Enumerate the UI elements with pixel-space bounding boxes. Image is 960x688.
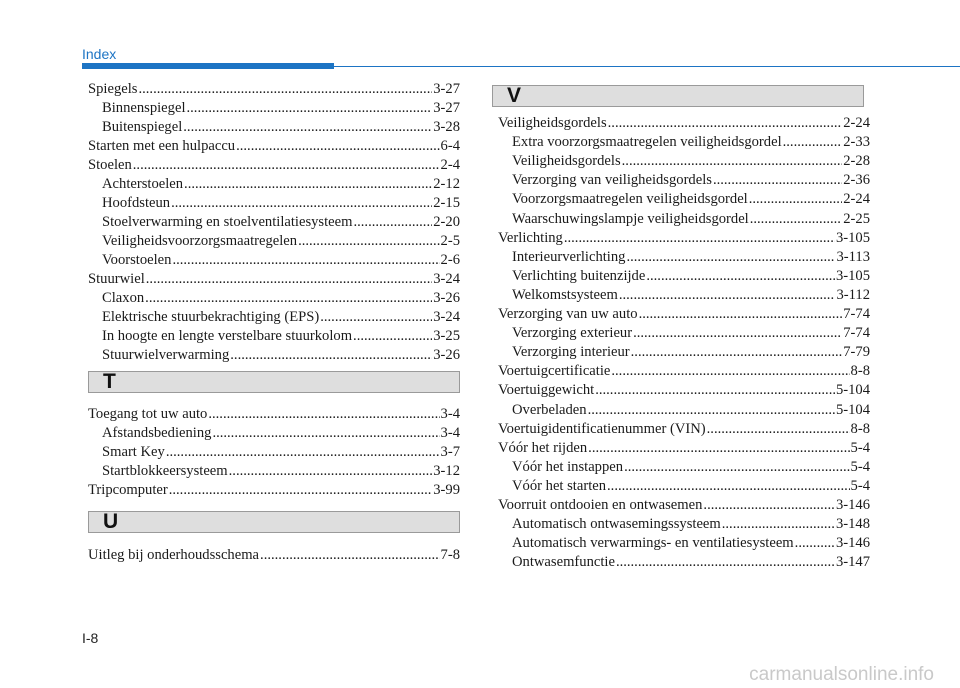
- dot-leader: [633, 324, 842, 343]
- index-subentry: [498, 324, 870, 343]
- index-subentry: [498, 477, 870, 496]
- dot-leader: [146, 270, 432, 289]
- dot-leader: [707, 420, 850, 439]
- index-entry: [88, 481, 460, 500]
- entry-page: 3-7: [440, 444, 460, 460]
- section-u-letter: U: [103, 510, 119, 533]
- entry-text: Verlichting buitenzijde: [512, 267, 646, 284]
- dot-leader: [353, 327, 432, 346]
- entry-text: Welkomstsysteem: [512, 286, 618, 303]
- index-subentry: [498, 190, 870, 209]
- section-v-header: [492, 85, 864, 107]
- dot-leader: [184, 175, 432, 194]
- entry-page: 3-146: [835, 535, 870, 552]
- index-subentry: [88, 308, 460, 327]
- index-entry: [88, 156, 460, 175]
- dot-leader: [320, 308, 432, 327]
- index-entry: [88, 137, 460, 156]
- header-accent-bar: [82, 63, 334, 69]
- dot-leader: [795, 534, 835, 553]
- entry-text: Vóór het starten: [512, 477, 607, 494]
- entry-page: 2-33: [843, 134, 870, 151]
- index-subentry: [88, 232, 460, 251]
- section-t-letter: T: [103, 370, 116, 393]
- entry-text: Tripcomputer: [88, 482, 168, 498]
- dot-leader: [622, 152, 843, 171]
- dot-leader: [172, 251, 439, 270]
- entry-text: Veiligheidsvoorzorgsmaatregelen: [102, 233, 298, 249]
- index-subentry: [88, 346, 460, 365]
- entry-page: 8-8: [850, 420, 870, 437]
- dot-leader: [595, 381, 835, 400]
- entry-text: Ontwasemfunctie: [512, 554, 615, 571]
- entry-page: 3-147: [835, 554, 870, 571]
- entry-page: 3-4: [440, 406, 460, 422]
- entry-page: 3-28: [433, 119, 460, 135]
- index-subentry: [498, 267, 870, 286]
- entry-page: 3-26: [433, 347, 460, 363]
- entry-text: Verlichting: [498, 229, 563, 246]
- entry-page: 7-74: [843, 325, 870, 342]
- dot-leader: [564, 229, 835, 248]
- section-u-header: [88, 511, 460, 533]
- entry-text: Veiligheidsgordels: [498, 115, 607, 131]
- dot-leader: [626, 248, 835, 267]
- entry-text: Stoelen: [88, 157, 132, 173]
- entry-page: 8-8: [850, 363, 870, 380]
- dot-leader: [260, 546, 439, 565]
- dot-leader: [783, 133, 843, 152]
- dot-leader: [169, 481, 433, 500]
- entry-page: 2-25: [843, 210, 870, 227]
- index-subentry: [498, 534, 870, 553]
- entry-page: 5-4: [850, 439, 870, 456]
- entry-text: Voorzorgsmaatregelen veiligheidsgordel: [512, 191, 748, 208]
- entry-page: 2-24: [843, 191, 870, 208]
- index-entry: [88, 546, 460, 565]
- index-subentry: [88, 443, 460, 462]
- dot-leader: [588, 439, 849, 458]
- entry-text: Voertuigidentificatienummer (VIN): [498, 420, 706, 437]
- entry-text: Automatisch verwarmings- en ventilatiesysteem: [512, 535, 794, 552]
- dot-leader: [298, 232, 439, 251]
- entry-page: 3-26: [433, 290, 460, 306]
- index-subentry: [88, 289, 460, 308]
- index-subentry: [88, 462, 460, 481]
- index-subentry: [498, 152, 870, 171]
- entry-page: 7-74: [843, 306, 870, 322]
- dot-leader: [624, 458, 849, 477]
- entry-text: Spiegels: [88, 81, 138, 97]
- entry-page: 2-5: [440, 233, 460, 249]
- entry-page: 3-27: [433, 100, 460, 116]
- entry-text: Binnenspiegel: [102, 100, 186, 116]
- entry-page: 5-4: [850, 458, 870, 475]
- entry-page: 2-12: [433, 176, 460, 192]
- dot-leader: [750, 210, 843, 229]
- entry-text: Voertuigcertificatie: [498, 363, 611, 380]
- entry-page: 3-146: [835, 497, 870, 513]
- dot-leader: [230, 346, 432, 365]
- index-entry: [498, 381, 870, 400]
- index-subentry: [498, 248, 870, 267]
- index-entry: [498, 114, 870, 133]
- entry-text: Toegang tot uw auto: [88, 406, 208, 422]
- entry-text: Elektrische stuurbekrachtiging (EPS): [102, 309, 320, 325]
- dot-leader: [608, 114, 843, 133]
- index-entry: [88, 405, 460, 424]
- entry-page: 3-105: [835, 267, 870, 284]
- entry-text: Smart Key: [102, 444, 165, 460]
- index-entry: [498, 362, 870, 381]
- entry-text: Uitleg bij onderhoudsschema: [88, 547, 260, 563]
- entry-text: In hoogte en lengte verstelbare stuurkolom: [102, 328, 353, 344]
- entry-text: Overbeladen: [512, 401, 587, 418]
- dot-leader: [639, 305, 843, 324]
- entry-text: Stuurwiel: [88, 271, 145, 287]
- entry-page: 2-4: [440, 157, 460, 173]
- index-entry: [88, 80, 460, 99]
- entry-page: 7-8: [440, 547, 460, 563]
- entry-text: Vóór het instappen: [512, 458, 624, 475]
- index-entry: [498, 496, 870, 515]
- entry-text: Buitenspiegel: [102, 119, 183, 135]
- dot-leader: [713, 171, 842, 190]
- dot-leader: [646, 267, 835, 286]
- dot-leader: [212, 424, 439, 443]
- dot-leader: [619, 286, 836, 305]
- index-subentry: [498, 553, 870, 572]
- entry-text: Interieurverlichting: [512, 248, 626, 265]
- entry-text: Verzorging exterieur: [512, 325, 633, 342]
- index-subentry: [498, 171, 870, 190]
- entry-page: 3-148: [835, 516, 870, 533]
- entry-text: Extra voorzorgsmaatregelen veiligheidsgordel: [512, 134, 782, 151]
- entry-text: Verzorging interieur: [512, 344, 630, 361]
- section-t-header: [88, 371, 460, 393]
- dot-leader: [208, 405, 439, 424]
- entry-page: 2-36: [843, 172, 870, 189]
- entry-text: Voertuiggewicht: [498, 382, 595, 399]
- dot-leader: [183, 118, 432, 137]
- index-subentry: [498, 210, 870, 229]
- section-v-letter: V: [507, 84, 522, 107]
- dot-leader: [631, 343, 843, 362]
- entry-text: Afstandsbediening: [102, 425, 212, 441]
- dot-leader: [166, 443, 440, 462]
- entry-page: 5-4: [850, 477, 870, 494]
- dot-leader: [703, 496, 835, 515]
- entry-text: Stoelverwarming en stoelventilatiesysteem: [102, 214, 353, 230]
- entry-page: 2-6: [440, 252, 460, 268]
- entry-page: 3-113: [836, 248, 870, 265]
- watermark: carmanualsonline.info: [749, 664, 934, 685]
- entry-page: 3-105: [835, 229, 870, 246]
- index-subentry: [498, 515, 870, 534]
- dot-leader: [722, 515, 835, 534]
- dot-leader: [607, 477, 850, 496]
- entry-page: 3-4: [440, 425, 460, 441]
- entry-text: Claxon: [102, 290, 145, 306]
- header-rule: [334, 66, 960, 67]
- entry-text: Hoofdsteun: [102, 195, 171, 211]
- index-subentry: [498, 286, 870, 305]
- index-subentry: [88, 424, 460, 443]
- index-subentry: [88, 194, 460, 213]
- index-title: Index: [82, 46, 117, 62]
- entry-page: 3-112: [836, 286, 870, 303]
- dot-leader: [133, 156, 440, 175]
- entry-text: Startblokkeersysteem: [102, 463, 228, 479]
- entry-text: Voorruit ontdooien en ontwasemen: [498, 497, 703, 513]
- entry-text: Verzorging van veiligheidsgordels: [512, 172, 712, 189]
- index-subentry: [498, 343, 870, 362]
- page-number: I-8: [82, 630, 99, 646]
- dot-leader: [588, 401, 835, 420]
- index-subentry: [498, 401, 870, 420]
- entry-page: 2-28: [843, 153, 870, 170]
- entry-page: 5-104: [835, 382, 870, 399]
- index-subentry: [88, 99, 460, 118]
- entry-page: 7-79: [843, 344, 870, 361]
- entry-page: 2-15: [433, 195, 460, 211]
- entry-page: 3-12: [433, 463, 460, 479]
- index-entry: [498, 229, 870, 248]
- dot-leader: [611, 362, 849, 381]
- dot-leader: [187, 99, 433, 118]
- index-subentry: [88, 251, 460, 270]
- entry-text: Starten met een hulpaccu: [88, 138, 236, 154]
- dot-leader: [353, 213, 432, 232]
- entry-page: 3-24: [433, 309, 460, 325]
- index-subentry: [498, 133, 870, 152]
- dot-leader: [229, 462, 433, 481]
- entry-page: 2-24: [843, 115, 870, 131]
- index-subentry: [88, 327, 460, 346]
- entry-page: 3-27: [433, 81, 460, 97]
- entry-text: Vóór het rijden: [498, 439, 588, 456]
- entry-page: 3-24: [433, 271, 460, 287]
- entry-text: Waarschuwingslampje veiligheidsgordel: [512, 210, 749, 227]
- index-entry: [498, 420, 870, 439]
- entry-text: Automatisch ontwasemingssysteem: [512, 516, 721, 533]
- index-entry: [498, 305, 870, 324]
- entry-text: Veiligheidsgordels: [512, 153, 621, 170]
- entry-page: 5-104: [835, 401, 870, 418]
- entry-page: 2-20: [433, 214, 460, 230]
- dot-leader: [616, 553, 835, 572]
- index-subentry: [88, 175, 460, 194]
- dot-leader: [171, 194, 432, 213]
- index-entry: [88, 270, 460, 289]
- entry-page: 3-99: [433, 482, 460, 498]
- entry-text: Stuurwielverwarming: [102, 347, 230, 363]
- dot-leader: [236, 137, 439, 156]
- dot-leader: [138, 80, 432, 99]
- entry-text: Voorstoelen: [102, 252, 172, 268]
- index-subentry: [88, 118, 460, 137]
- entry-page: 3-25: [433, 328, 460, 344]
- index-subentry: [88, 213, 460, 232]
- entry-text: Achterstoelen: [102, 176, 184, 192]
- dot-leader: [749, 190, 843, 209]
- entry-text: Verzorging van uw auto: [498, 306, 638, 322]
- index-entry: [498, 439, 870, 458]
- entry-page: 6-4: [440, 138, 460, 154]
- index-subentry: [498, 458, 870, 477]
- dot-leader: [145, 289, 432, 308]
